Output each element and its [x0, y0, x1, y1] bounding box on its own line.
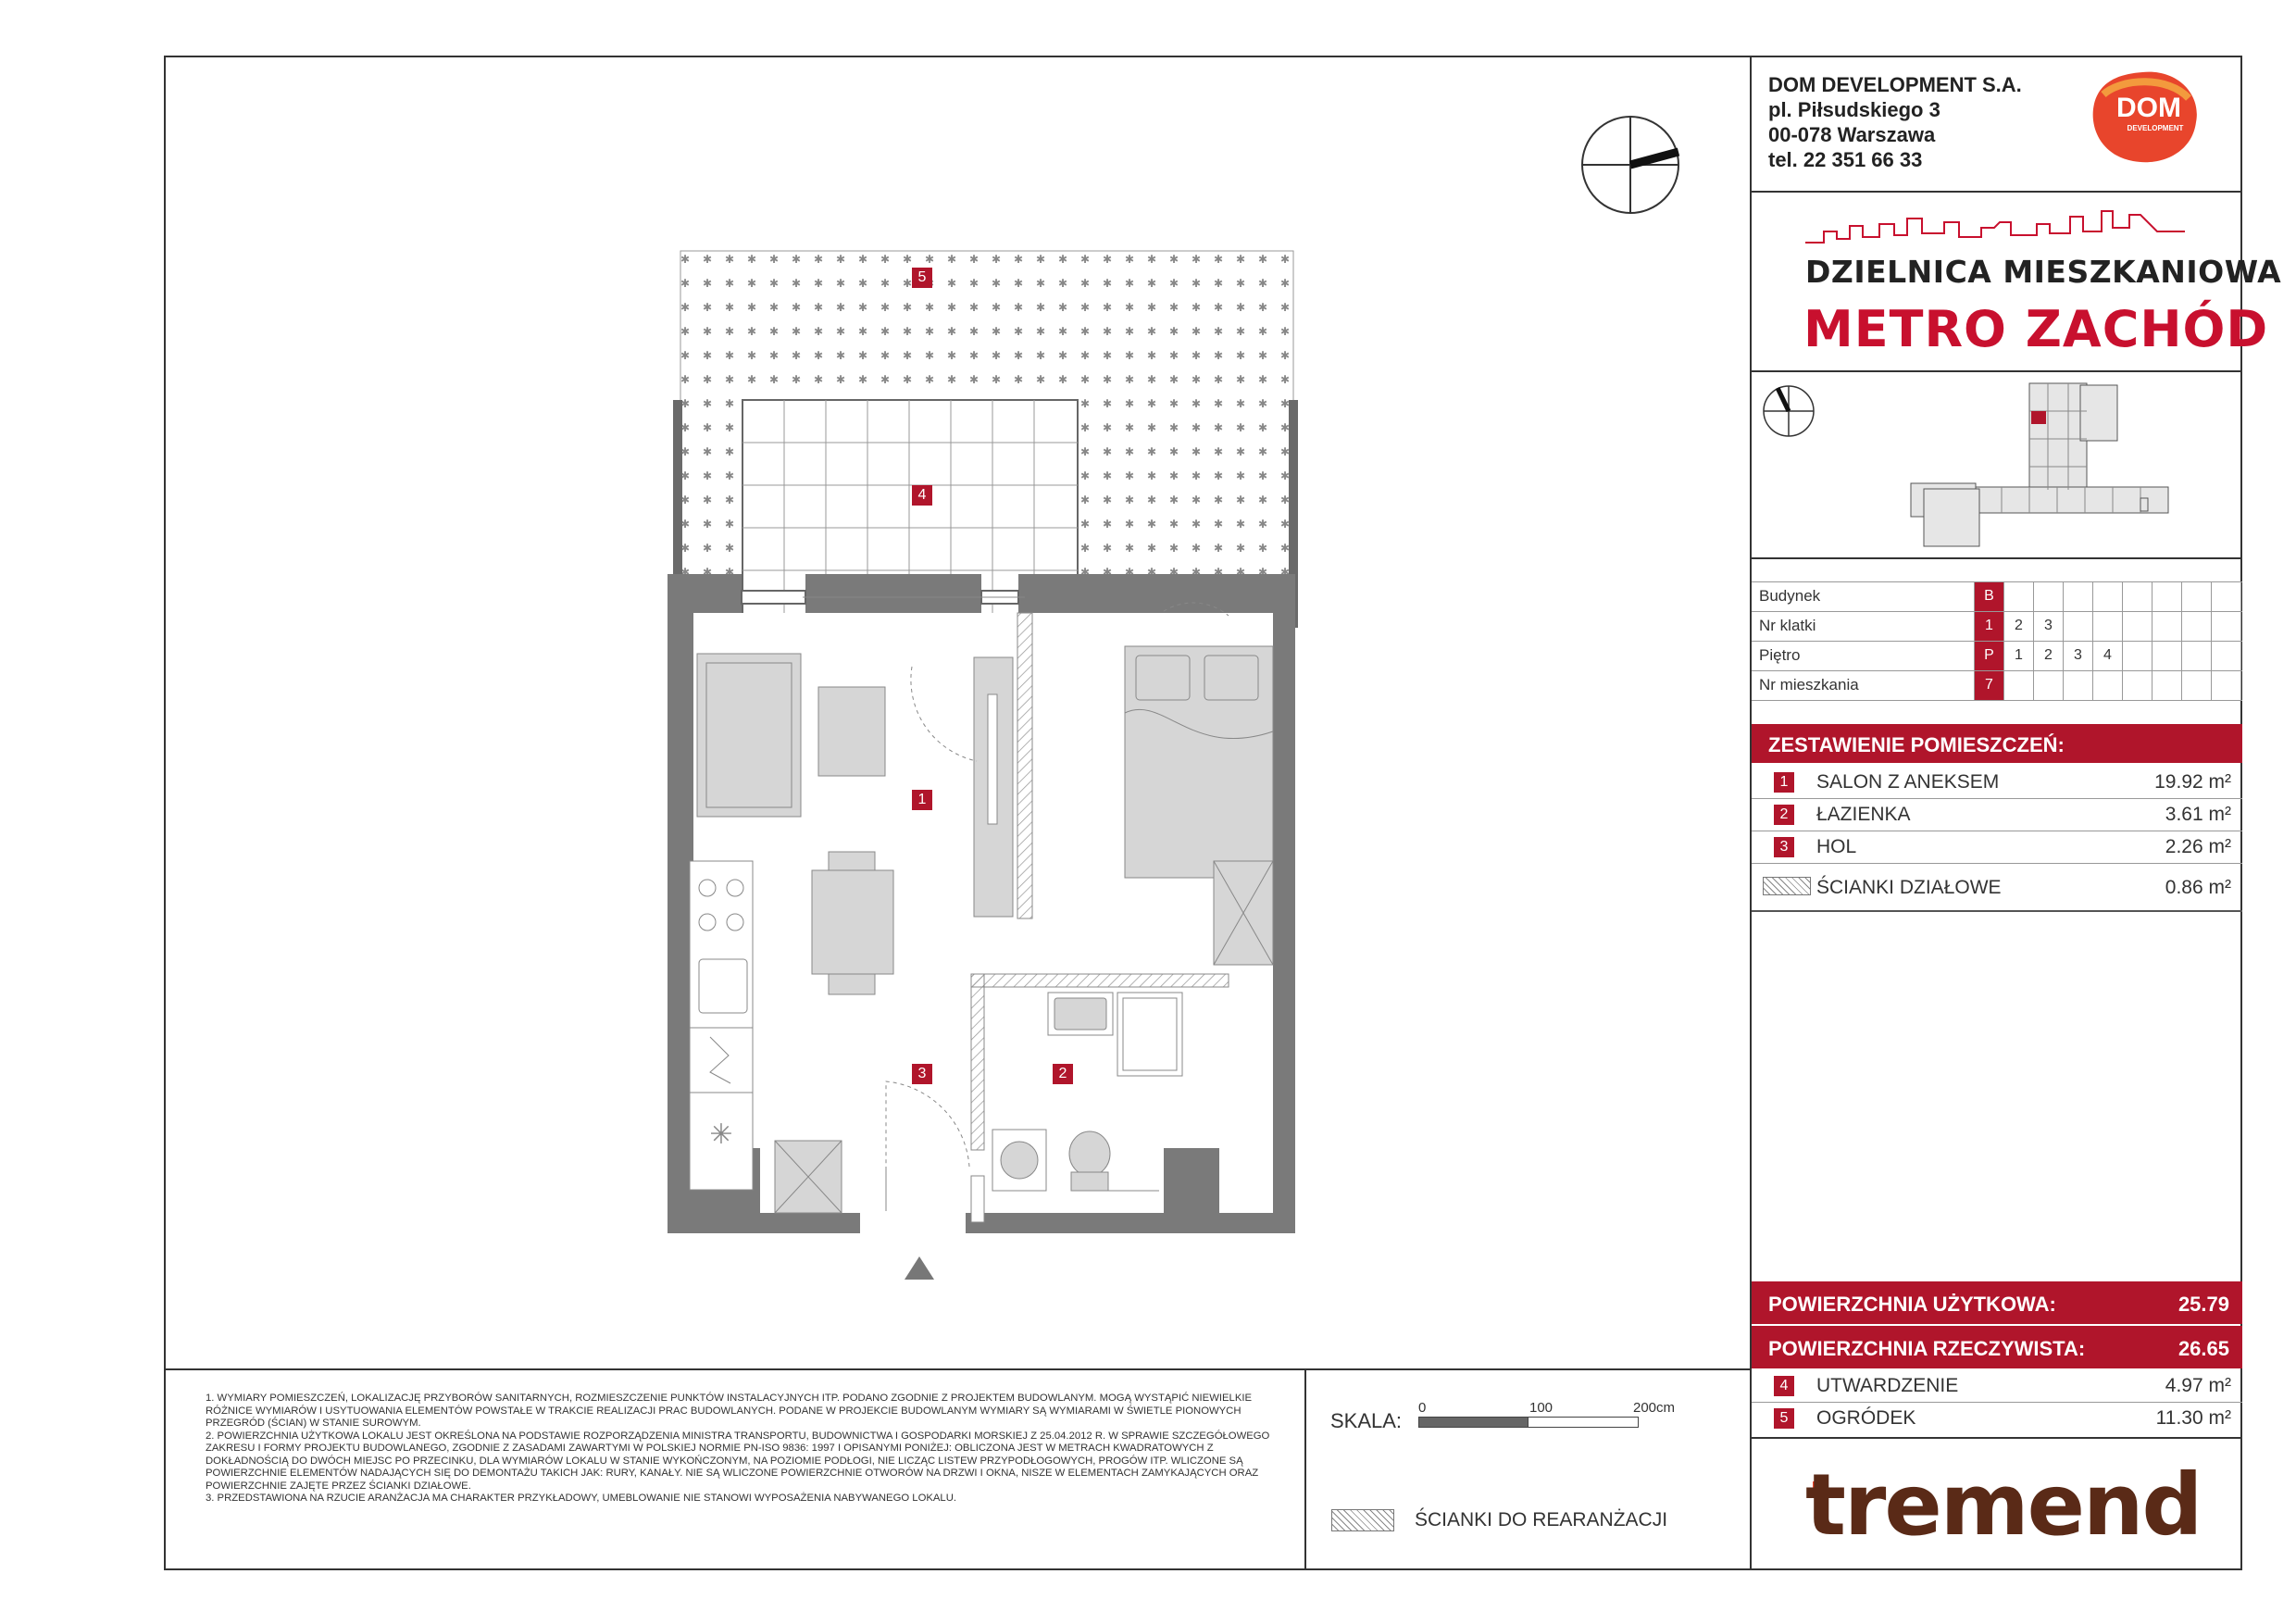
usable-area-label: POWIERZCHNIA UŻYTKOWA:	[1768, 1293, 2056, 1316]
project-title-line1: DZIELNICA MIESZKANIOWA	[1805, 254, 2282, 290]
room-area: 19.92 m²	[2154, 771, 2231, 793]
note-3: 3. PRZEDSTAWIONA NA RZUCIE ARANŻACJA MA CHARAKTER PRZYKŁADOWY, UMEBLOWANIE NIE STANOWI WYPOSAŻENIA NABYWANEGO LOKALU.	[206, 1493, 957, 1504]
room-name: HOL	[1816, 836, 1857, 857]
apartment-marker	[2031, 411, 2046, 424]
grid-label-building: Budynek	[1759, 587, 1821, 605]
room-name: SALON Z ANEKSEM	[1816, 771, 2000, 793]
rearrange-label: ŚCIANKI DO REARANŻACJI	[1415, 1509, 1668, 1530]
partition-hatched	[1017, 613, 1032, 918]
floor-plan	[164, 56, 1750, 1368]
company-block	[1768, 72, 2022, 172]
compass-icon	[1582, 117, 1678, 213]
rooms-header-label: ZESTAWIENIE POMIESZCZEŃ:	[1768, 733, 2065, 756]
grid-cell: 2	[2003, 611, 2033, 641]
room-row	[1752, 799, 2242, 831]
rule	[1752, 370, 2242, 372]
company-address-2: 00-078 Warszawa	[1768, 123, 1936, 146]
key-plan	[1752, 374, 2242, 557]
scale-divider	[1304, 1368, 1306, 1570]
room-area: 3.61 m²	[2165, 804, 2231, 825]
rearrange-hatch-swatch	[1331, 1509, 1394, 1531]
grid-cell: 2	[2033, 641, 2063, 670]
room-name: ŁAZIENKA	[1816, 804, 1911, 825]
partition-row	[1752, 864, 2242, 912]
coffee-table	[818, 687, 885, 776]
note-1: 1. WYMIARY POMIESZCZEŃ, LOKALIZACJĘ PRZYBORÓW SANITARNYCH, ROZMIESZCZENIE PUNKTÓW INSTALACYJNYCH ITP. PODANO ZGODNIE Z PROJEKTEM BUDOWLANYM. MOGĄ WYSTĄPIĆ NIEWIELKIE RÓŻNICE WYMIARÓW I USYTUOWANIA ELEMENTÓW POWSTAŁE W TRAKCIE REALIZACJI PRAC BUDOWLANYCH. PODANE W PROJEKCIE BUDOWLANYM WYMIARY SĄ WYMIARAMI W ŚWIETLE PIONOWYCH PRZEGRÓD (ŚCIAN) W STANIE SUROWYM.	[206, 1393, 1253, 1429]
usable-area-bar	[1752, 1281, 2242, 1324]
logo-text-sub: DEVELOPMENT	[2127, 124, 2184, 132]
plan-tag-terrace: 4	[912, 485, 932, 506]
dining-table	[812, 870, 893, 974]
grid-cell: 1	[2003, 641, 2033, 670]
scale-bar-empty	[1528, 1417, 1639, 1428]
scale-tick-100: 100	[1529, 1400, 1554, 1416]
notes-divider	[164, 1368, 1750, 1370]
svg-text:✳: ✳	[709, 1118, 733, 1151]
logo-text-main: DOM	[2116, 93, 2181, 123]
company-phone: tel. 22 351 66 33	[1768, 148, 1923, 171]
project-title-line2: METRO ZACHÓD	[1803, 300, 2269, 358]
grid-cell: 3	[2033, 611, 2063, 641]
grid-label-apartment: Nr mieszkania	[1759, 676, 1859, 693]
compass-small-icon	[1764, 386, 1814, 436]
extra-row	[1752, 1403, 2242, 1434]
grid-cell: 4	[2092, 641, 2122, 670]
scale-bar-filled	[1418, 1417, 1529, 1428]
entrance-arrow	[905, 1256, 934, 1280]
extra-name: OGRÓDEK	[1816, 1407, 1916, 1429]
extra-name: UTWARDZENIE	[1816, 1375, 1959, 1396]
real-area-bar	[1752, 1326, 2242, 1368]
real-area-label: POWIERZCHNIA RZECZYWISTA:	[1768, 1337, 2086, 1360]
room-row	[1752, 831, 2242, 864]
scale-label: SKALA:	[1330, 1409, 1403, 1432]
note-2: 2. POWIERZCHNIA UŻYTKOWA LOKALU JEST OKREŚLONA NA PODSTAWIE ROZPORZĄDZENIA MINISTRA TRANSPORTU, BUDOWNICTWA I GOSPODARKI MORSKIEJ Z 25.04.2012 R. W SPRAWIE SZCZEGÓŁOWEGO ZAKRESU I FORMY PROJEKTU BUDOWLANEGO, ZGODNIE Z ZASADAMI ZAWARTYMI W POLSKIEJ NORMIE PN-ISO 9836: 1997 I OPISANYMI PONIŻEJ: OBLICZONA JEST W METRACH KWADRATOWYCH Z DOKŁADNOŚCIĄ DO DWÓCH MIEJSC PO PRZECINKU, DLA WYMIARÓW LOKALU W STANIE WYKOŃCZONYM, NA POZIOMIE PODŁOGI, NIE LICZĄC LISTEW PRZYPODŁOGOWYCH, PROGÓW ITP. WLICZONE SĄ POWIERZCHNIE ELEMENTÓW NADAJĄCYCH SIĘ DO DEMONTAŻU TAKICH JAK: RURY, KANAŁY. NIE SĄ WLICZONE POWIERZCHNIE OTWORÓW NA DRZWI I OKNA, NISZE W ELEMENTACH ZAMYKAJĄCYCH ORAZ POWIERZCHNIE ZAJĘTE PRZEZ ŚCIANKI DZIAŁOWE.	[206, 1430, 1270, 1492]
plan-tag-hall: 3	[912, 1064, 932, 1084]
company-address-1: pl. Piłsudskiego 3	[1768, 98, 1940, 121]
grid-label-floor: Piętro	[1759, 646, 1801, 664]
partition-area: 0.86 m²	[2165, 877, 2231, 898]
rule	[1752, 191, 2242, 193]
grid-columns	[1974, 581, 2242, 700]
tremend-logo	[1805, 1455, 2213, 1555]
plan-tag-living: 1	[912, 790, 932, 810]
hatch-swatch	[1763, 877, 1811, 895]
grid-cell: 7	[1974, 670, 2003, 700]
company-name: DOM DEVELOPMENT S.A.	[1768, 73, 2022, 96]
skyline-icon	[1805, 206, 2185, 246]
extra-area: 4.97 m²	[2165, 1375, 2231, 1396]
plan-tag-garden: 5	[912, 268, 932, 288]
room-area: 2.26 m²	[2165, 836, 2231, 857]
extra-number: 5	[1774, 1408, 1794, 1429]
scale-tick-0: 0	[1418, 1400, 1427, 1416]
room-number: 3	[1774, 837, 1794, 857]
plan-tag-bathroom: 2	[1053, 1064, 1073, 1084]
room-number: 2	[1774, 805, 1794, 825]
extra-number: 4	[1774, 1376, 1794, 1396]
grid-label-stairwell: Nr klatki	[1759, 617, 1816, 634]
usable-area-value: 25.79	[2177, 1293, 2229, 1316]
scale-tick-200: 200cm	[1633, 1400, 1676, 1416]
tremend-wordmark: tremend	[1805, 1455, 2202, 1555]
rule	[1752, 557, 2242, 559]
extra-area: 11.30 m²	[2155, 1407, 2231, 1429]
extra-row	[1752, 1370, 2242, 1403]
rule	[1752, 1437, 2242, 1439]
room-number: 1	[1774, 772, 1794, 793]
rooms-header	[1752, 724, 2242, 763]
notes	[206, 1393, 1298, 1505]
partition-name: ŚCIANKI DZIAŁOWE	[1816, 877, 2002, 898]
grid-cell: B	[1974, 581, 2003, 611]
real-area-value: 26.65	[2177, 1337, 2229, 1360]
grid-cell: P	[1974, 641, 2003, 670]
room-row	[1752, 767, 2242, 799]
grid-cell: 3	[2063, 641, 2092, 670]
grid-cell: 1	[1974, 611, 2003, 641]
